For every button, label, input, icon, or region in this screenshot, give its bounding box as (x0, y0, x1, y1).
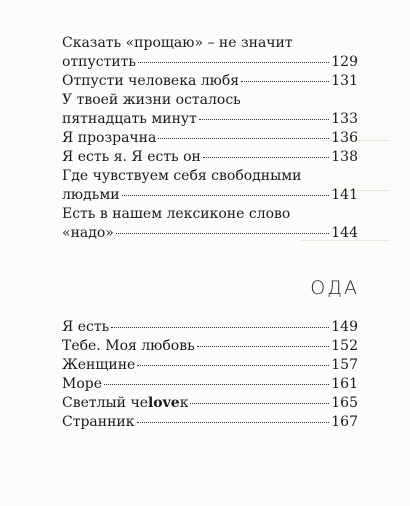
toc-entry[interactable] (62, 318, 358, 337)
toc-entry-title-line1: Сказать «прощаю» – не значит (62, 35, 293, 51)
toc-entry[interactable] (62, 413, 358, 432)
toc-page-number: 157 (331, 357, 358, 373)
dot-leader (111, 327, 329, 328)
toc-page-number: 141 (331, 187, 358, 203)
toc-page-number: 129 (331, 54, 358, 70)
toc-entry-title-line1: Где чувствуем себя свободными (62, 168, 302, 184)
toc-entry-title: Странник (62, 414, 135, 430)
toc-entry[interactable] (62, 72, 358, 91)
toc-entry-title: Море (62, 376, 103, 392)
toc-page-number: 131 (331, 73, 358, 89)
toc-entry-title-line1: Есть в нашем лексиконе слово (62, 206, 291, 222)
toc-entry[interactable] (62, 337, 358, 356)
dot-leader (137, 365, 329, 366)
toc-entry[interactable] (62, 167, 358, 205)
toc-page-number: 161 (331, 376, 358, 392)
toc-page-number: 133 (331, 111, 358, 127)
title-part: к (179, 395, 189, 411)
dot-leader (116, 233, 329, 234)
dot-leader (138, 62, 329, 63)
section-title: ОДА (310, 277, 359, 299)
toc-entry[interactable] (62, 375, 358, 394)
toc-entry[interactable] (62, 91, 358, 129)
dot-leader (122, 195, 330, 196)
toc-entry-title-line1: У твоей жизни осталось (62, 92, 241, 108)
toc-page-number: 152 (331, 338, 358, 354)
toc-entry[interactable] (62, 148, 358, 167)
dot-leader (203, 157, 329, 158)
toc-entry-title: Я есть я. Я есть он (62, 149, 201, 165)
dot-leader (137, 422, 330, 423)
toc-page-number: 149 (331, 319, 358, 335)
dot-leader (241, 81, 329, 82)
toc-entry-title (62, 394, 188, 413)
dot-leader (190, 403, 329, 404)
toc-entry-title-line2: отпустить (62, 54, 137, 70)
toc-bottom (62, 318, 358, 432)
dot-leader (199, 119, 329, 120)
toc-entry-title: Женщине (62, 357, 136, 373)
toc-entry-title: Я прозрачна (62, 130, 157, 146)
title-bold-part: love (147, 395, 180, 411)
toc-entry-title: Я есть (62, 319, 110, 335)
toc-entry-title-line2: людьми (62, 187, 120, 203)
toc-page-number: 136 (331, 130, 358, 146)
toc-page-number: 144 (331, 225, 358, 241)
dot-leader (158, 138, 329, 139)
toc-page-number: 165 (331, 395, 358, 411)
toc-entry[interactable] (62, 205, 358, 243)
title-part: Светлый че (62, 395, 148, 411)
dot-leader (197, 346, 330, 347)
toc-entry[interactable] (62, 34, 358, 72)
toc-entry-title: Отпусти человека любя (62, 73, 240, 89)
toc-entry[interactable] (62, 356, 358, 375)
toc-entry-title-line2: пятнадцать минут (62, 111, 197, 127)
toc-page-number: 167 (331, 414, 358, 430)
toc-page-number: 138 (331, 149, 358, 165)
toc-entry-title-line2: «надо» (62, 225, 114, 241)
toc-entry-title: Тебе. Моя любовь (62, 338, 195, 354)
toc-entry[interactable] (62, 129, 358, 148)
dot-leader (104, 384, 329, 385)
toc-entry[interactable] (62, 394, 358, 413)
toc-top (62, 34, 358, 243)
